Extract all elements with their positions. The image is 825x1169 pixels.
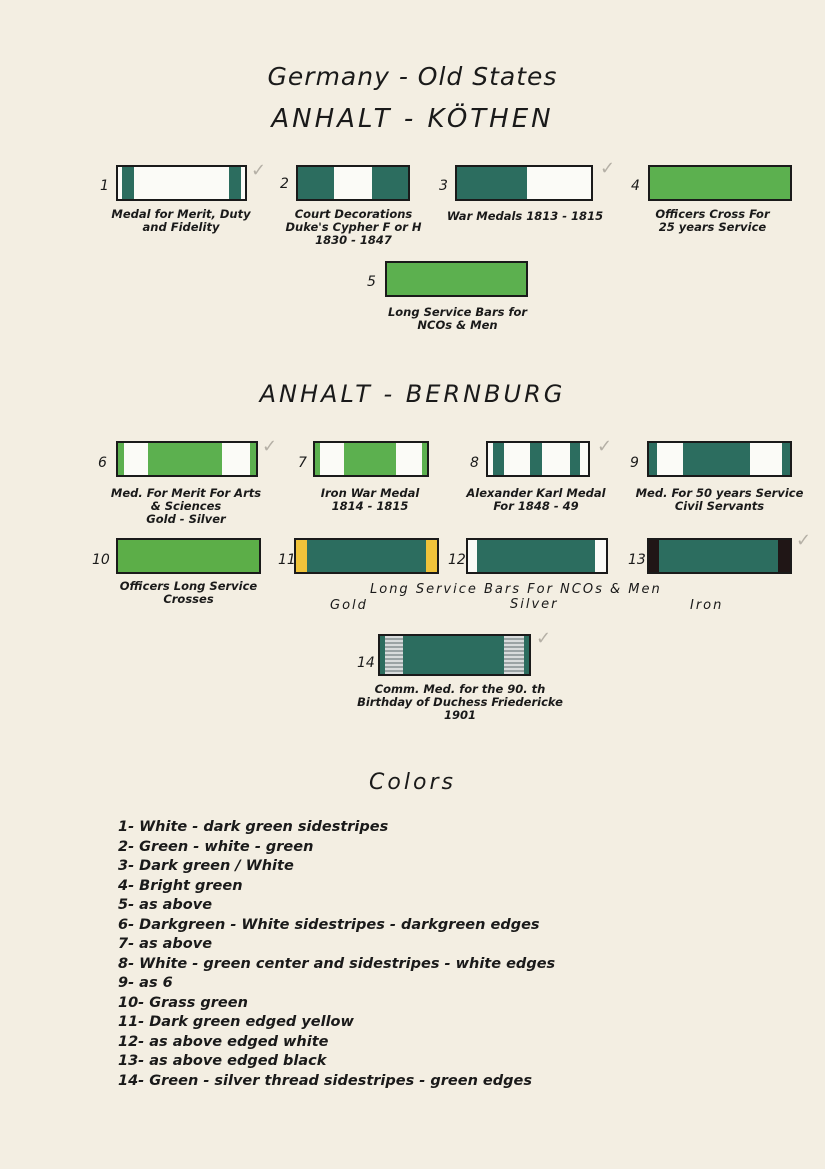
legend-item: 12- as above edged white [118,1033,329,1050]
ribbon-number-11: 11 [278,552,296,568]
legend-item: 9- as 6 [118,975,173,991]
legend-item: 11- Dark green edged yellow [118,1014,354,1030]
ribbon-caption-5: Long Service Bars for NCOs & Men [387,305,528,332]
ribbon-caption-7: Iron War Medal 1814 - 1815 [320,486,420,513]
ribbon-number-8: 8 [470,455,479,471]
legend-item: 14- Green - silver thread sidestripes - green edges [118,1072,532,1089]
ribbon-number-14: 14 [357,655,375,671]
ribbon-number-13: 13 [628,552,646,568]
check-mark-icon: ✓ [796,530,812,551]
ribbon-9 [647,441,792,477]
legend-item: 7- as above [118,936,213,952]
ribbon-8 [486,441,590,477]
page-title: Germany - Old States [267,62,558,91]
ribbon-number-10: 10 [92,552,110,568]
ribbon-number-2: 2 [280,176,289,192]
ribbon-number-1: 1 [100,178,109,194]
ribbon-caption-10: Officers Long Service Crosses [119,579,258,606]
ribbon-number-12: 12 [448,552,466,568]
ribbon-1 [116,165,247,201]
ribbon-number-9: 9 [630,455,639,471]
legend-item: 6- Darkgreen - White sidestripes - darkgreen edges [118,916,540,933]
legend-item: 4- Bright green [118,877,243,894]
ribbon-caption-13: Iron [690,598,724,613]
ribbon-14 [378,634,531,676]
check-mark-icon: ✓ [251,160,267,181]
check-mark-icon: ✓ [597,436,613,457]
ribbon-number-3: 3 [439,178,448,194]
ribbon-caption-1: Medal for Merit, Duty and Fidelity [111,207,251,234]
ribbon-2 [296,165,410,201]
ribbon-5 [385,261,528,297]
legend-item: 8- White - green center and sidestripes - white edges [118,955,556,972]
ribbon-12 [466,538,608,574]
ribbon-number-4: 4 [631,178,640,194]
legend-item: 1- White - dark green sidestripes [118,819,389,835]
ribbon-caption-14: Comm. Med. for the 90. th Birthday of Duchess Friedericke 1901 [357,682,563,722]
check-mark-icon: ✓ [600,158,616,179]
ribbon-caption-6: Med. For Merit For Arts & Sciences Gold - Silver [110,486,262,526]
legend-item: 3- Dark green / White [118,858,294,874]
section-title-anhalt-bernburg: ANHALT - BERNBURG [259,380,566,408]
shared-caption-long-service-bars: Long Service Bars For NCOs & Men [370,582,662,597]
ribbon-caption-2: Court Decorations Duke's Cypher F or H 1830 - 1847 [285,207,422,247]
check-mark-icon: ✓ [262,436,278,457]
ribbon-caption-12: Silver [510,597,559,612]
ribbon-number-6: 6 [98,455,107,471]
ribbon-3 [455,165,593,201]
colors-title: Colors [369,770,456,795]
legend-item: 13- as above edged black [118,1053,327,1069]
section-title-anhalt-kothen: ANHALT - KÖTHEN [271,104,554,134]
ribbon-4 [648,165,792,201]
legend-item: 10- Grass green [118,994,248,1011]
ribbon-10 [116,538,261,574]
ribbon-caption-9: Med. For 50 years Service Civil Servants [635,486,804,513]
legend-item: 2- Green - white - green [118,838,314,855]
ribbon-6 [116,441,258,477]
ribbon-11 [294,538,439,574]
check-mark-icon: ✓ [536,628,552,649]
ribbon-number-5: 5 [367,274,376,290]
ribbon-caption-11: Gold [330,598,368,613]
colors-legend [118,818,555,1091]
ribbon-7 [313,441,429,477]
legend-item: 5- as above [118,897,213,913]
ribbon-number-7: 7 [298,455,307,471]
ribbon-13 [647,538,792,574]
ribbon-caption-4: Officers Cross For 25 years Service [655,207,770,234]
ribbon-caption-8: Alexander Karl Medal For 1848 - 49 [466,486,606,513]
ribbon-caption-3: War Medals 1813 - 1815 [446,209,604,223]
